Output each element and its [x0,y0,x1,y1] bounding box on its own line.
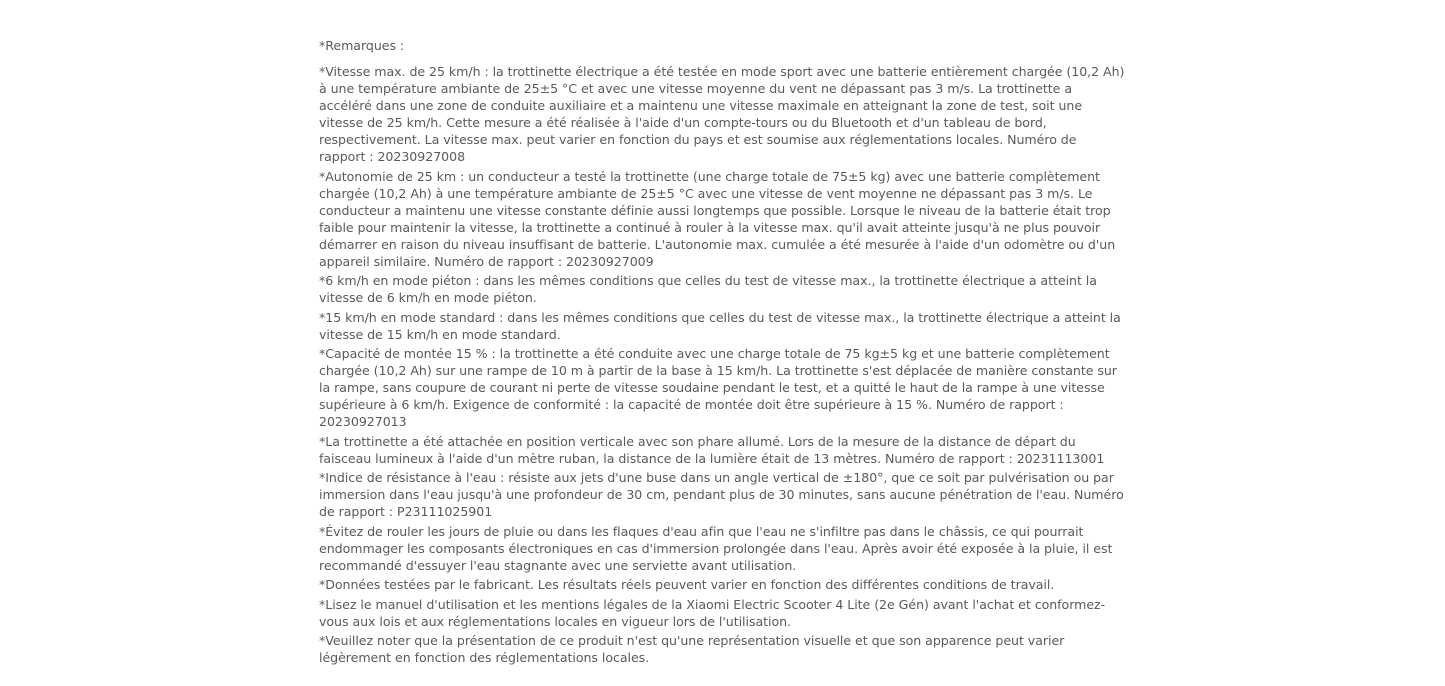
remark-user-manual: *Lisez le manuel d'utilisation et les mentions légales de la Xiaomi Electric Scooter 4 Lite (2e Gén) avant l'achat et conformez-vous aux lois et aux réglementations locales en vigueur lors de l'utilisation. [319,596,1106,629]
remark-range: *Autonomie de 25 km : un conducteur a testé la trottinette (une charge totale de 75±5 kg) avec une batterie complètement chargée (10,2 Ah) à une température ambiante de 25±5 °C avec une vitesse de vent moyenne ne dépassant pas 3 m/s. Le conducteur a maintenu une vitesse constante définie aussi longtemps que possible. Lorsque le niveau de la batterie était trop faible pour maintenir la vitesse, la trottinette a continué à rouler à la vitesse max. qu'il avait atteinte jusqu'à ne plus pouvoir démarrer en raison du niveau insuffisant de batterie. L'autonomie max. cumulée a été mesurée à l'aide d'un odomètre ou d'un appareil similaire. Numéro de rapport : 20230927009 [319,168,1116,269]
remark-visual-representation: *Veuillez noter que la présentation de ce produit n'est qu'une représentation visuelle et que son apparence peut varier légèrement en fonction des réglementations locales. [319,633,1065,665]
remark-rain-warning: *Évitez de rouler les jours de pluie ou dans les flaques d'eau afin que l'eau ne s'infiltre pas dans le châssis, ce qui pourrait endommager les composants électroniques en cas d'immersion prolongée dans l'eau. Après avoir été exposée à la pluie, il est recommandé d'essuyer l'eau stagnante avec une serviette avant utilisation. [319,523,1113,573]
remark-standard-mode: *15 km/h en mode standard : dans les mêmes conditions que celles du test de vitesse max., la trottinette électrique a atteint la vitesse de 15 km/h en mode standard. [319,309,1121,342]
remark-water-resistance: *Indice de résistance à l'eau : résiste aux jets d'une buse dans un angle vertical de ±180°, que ce soit par pulvérisation ou par immersion dans l'eau jusqu'à une profondeur de 30 cm, pendant plus de 30 minutes, sans aucune pénétration de l'eau. Numéro de rapport : P23111025901 [319,470,1124,519]
remarks-title: *Remarques : [319,38,405,53]
remarks-section [319,37,1125,669]
remark-manufacturer-data: *Données testées par le fabricant. Les résultats réels peuvent varier en fonction des différentes conditions de travail. [319,577,1055,592]
remark-max-speed: *Vitesse max. de 25 km/h : la trottinette électrique a été testée en mode sport avec une batterie entièrement chargée (10,2 Ah) à une température ambiante de 25±5 °C et avec une vitesse moyenne du vent ne dépassant pas 3 m/s. La trottinette a accéléré dans une zone de conduite auxiliaire et a maintenu une vitesse maximale en atteignant la zone de test, soit une vitesse de 25 km/h. Cette mesure a été réalisée à l'aide d'un compte-tours ou du Bluetooth et d'un tableau de bord, respectivement. La vitesse max. peut varier en fonction du pays et est soumise aux réglementations locales. Numéro de rapport : 20230927008 [319,64,1125,164]
remark-headlight-distance: *La trottinette a été attachée en position verticale avec son phare allumé. Lors de la mesure de la distance de départ du faisceau lumineux à l'aide d'un mètre ruban, la distance de la lumière était de 13 mètres. Numéro de rapport : 20231113001 [319,433,1105,466]
remark-climbing-capacity: *Capacité de montée 15 % : la trottinette a été conduite avec une charge totale de 75 kg±5 kg et une batterie complètement chargée (10,2 Ah) sur une rampe de 10 m à partir de la base à 15 km/h. La trottinette s'est déplacée de manière constante sur la rampe, sans coupure de courant ni perte de vitesse soudaine pendant le test, et a quitté le haut de la rampe à une vitesse supérieure à 6 km/h. Exigence de conformité : la capacité de montée doit être supérieure à 15 %. Numéro de rapport : 20230927013 [319,346,1117,429]
remark-pedestrian-mode: *6 km/h en mode piéton : dans les mêmes conditions que celles du test de vitesse max., la trottinette électrique a atteint la vitesse de 6 km/h en mode piéton. [319,273,1097,305]
